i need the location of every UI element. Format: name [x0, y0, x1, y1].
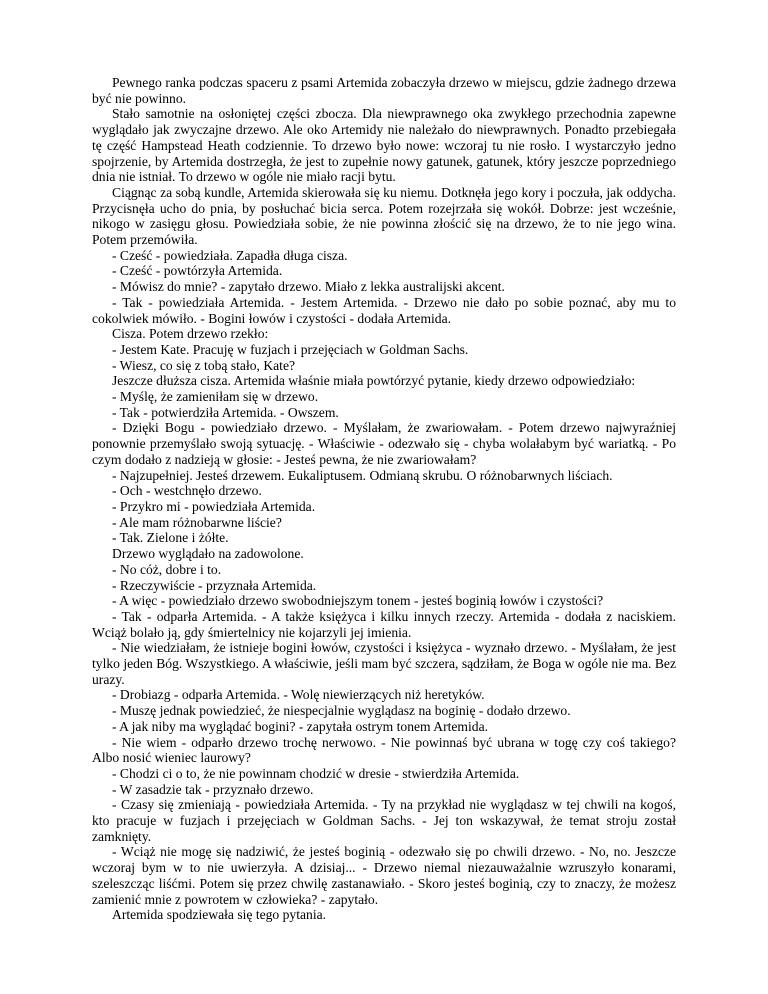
paragraph: - Cześć - powiedziała. Zapadła długa cisza.	[112, 247, 348, 263]
paragraph: - Jestem Kate. Pracuję w fuzjach i przejęciach w Goldman Sachs.	[112, 341, 469, 357]
paragraph: - Och - westchnęło drzewo.	[112, 483, 262, 499]
paragraph: Cisza. Potem drzewo rzekło:	[112, 326, 269, 342]
paragraph: - Najzupełniej. Jesteś drzewem. Eukaliptusem. Odmianą skrubu. O różnobarwnych liściach.	[112, 467, 613, 483]
paragraph: Jeszcze dłuższa cisza. Artemida właśnie miała powtórzyć pytanie, kiedy drzewo odpowiedziało:	[112, 373, 636, 389]
paragraph: - Tak. Zielone i żółte.	[112, 530, 229, 546]
paragraph: - Chodzi ci o to, że nie powinnam chodzić w dresie - stwierdziła Artemida.	[112, 765, 520, 781]
paragraph: Drzewo wyglądało na zadowolone.	[112, 546, 304, 562]
paragraph: - Cześć - powtórzyła Artemida.	[112, 263, 283, 279]
paragraph: - Wciąż nie mogę się nadziwić, że jesteś boginią - odezwało się po chwili drzewo. - No, no. Jeszcze wczoraj bym w to nie uwierzyła. A dzisiaj... - Drzewo niemal niezauważalnie wzruszyło konarami, szeleszcząc liśćmi. Potem się przez chwilę zastanawiało. - Skoro jesteś boginią, czy to znaczy, że możesz zamienić mnie z powrotem w człowieka? - zapytało.	[92, 844, 676, 907]
paragraph: - Nie wiedziałam, że istnieje bogini łowów, czystości i księżyca - wyznało drzewo. - Myślałam, że jest tylko jeden Bóg. Wszystkiego. A właściwie, jeśli mam być szczera, sądziłam, że Boga w ogóle nie ma. Bez urazy.	[92, 640, 676, 687]
paragraph: - Dzięki Bogu - powiedziało drzewo. - Myślałam, że zwariowałam. - Potem drzewo najwyraźniej ponownie przemyślało swoją sytuację. - Właściwie - odezwało się - chyba wolałabym być wariatką. - Po czym dodało z nadzieją w głosie: - Jesteś pewna, że nie zwariowałam?	[92, 420, 676, 467]
paragraph: - W zasadzie tak - przyznało drzewo.	[112, 781, 314, 797]
paragraph: Ciągnąc za sobą kundle, Artemida skierowała się ku niemu. Dotknęła jego kory i poczuła, jak oddycha. Przycisnęła ucho do pnia, by posłuchać bicia serca. Potem rozejrzała się wokół. Dobrze: jest wcześnie, nikogo w zasięgu głosu. Powiedziała sobie, że nie powinna złościć się na drzewo, że to nie jego wina. Potem przemówiła.	[92, 184, 676, 248]
paragraph: - Muszę jednak powiedzieć, że niespecjalnie wyglądasz na boginię - dodało drzewo.	[112, 703, 571, 719]
paragraph: - Mówisz do mnie? - zapytało drzewo. Miało z lekka australijski akcent.	[112, 279, 505, 295]
paragraph: - Tak - powiedziała Artemida. - Jestem Artemida. - Drzewo nie dało po sobie poznać, aby mu to cokolwiek mówiło. - Bogini łowów i czystości - dodała Artemida.	[92, 294, 676, 326]
paragraph: - Tak - potwierdziła Artemida. - Owszem.	[112, 404, 339, 420]
paragraph: Stało samotnie na osłoniętej części zbocza. Dla niewprawnego oka zwykłego przechodnia zapewne wyglądało jak zwyczajne drzewo. Ale oko Artemidy nie należało do niewprawnych. Ponadto przebiegała tę część Hampstead Heath codziennie. To drzewo było nowe: wczoraj tu nie rosło. I wystarczyło jedno spojrzenie, by Artemida dostrzegła, że jest to zupełnie nowy gatunek, gatunek, który jeszcze poprzedniego dnia nie istniał. To drzewo w ogóle nie miało racji bytu.	[92, 106, 676, 185]
paragraph: Artemida spodziewała się tego pytania.	[112, 907, 327, 923]
paragraph: - Czasy się zmieniają - powiedziała Artemida. - Ty na przykład nie wyglądasz w tej chwili na kogoś, kto pracuje w fuzjach i przejęciach w Goldman Sachs. - Jej ton wskazywał, że temat stroju został zamknięty.	[92, 797, 676, 844]
paragraph: - Wiesz, co się z tobą stało, Kate?	[112, 357, 296, 373]
paragraph: - No cóż, dobre i to.	[112, 561, 222, 577]
paragraph: - Drobiazg - odparła Artemida. - Wolę niewierzących niż heretyków.	[112, 687, 485, 703]
paragraph: - Ale mam różnobarwne liście?	[112, 514, 282, 530]
paragraph: - Przykro mi - powiedziała Artemida.	[112, 498, 316, 514]
paragraph: - Tak - odparła Artemida. - A także księżyca i kilku innych rzeczy. Artemida - dodała z naciskiem. Wciąż bolało ją, gdy śmiertelnicy nie kojarzyli jej imienia.	[92, 608, 676, 640]
paragraph: Pewnego ranka podczas spaceru z psami Artemida zobaczyła drzewo w miejscu, gdzie żadnego drzewa być nie powinno.	[92, 75, 676, 106]
paragraph: - Rzeczywiście - przyznała Artemida.	[112, 577, 317, 593]
paragraph: - Nie wiem - odparło drzewo trochę nerwowo. - Nie powinnaś być ubrana w togę czy coś takiego? Albo nosić wieniec laurowy?	[92, 734, 676, 766]
paragraph: - Myślę, że zamieniłam się w drzewo.	[112, 389, 319, 405]
paragraph: - A jak niby ma wyglądać bogini? - zapytała ostrym tonem Artemida.	[112, 718, 488, 734]
paragraph: - A więc - powiedziało drzewo swobodniejszym tonem - jesteś boginią łowów i czystości?	[112, 593, 604, 609]
